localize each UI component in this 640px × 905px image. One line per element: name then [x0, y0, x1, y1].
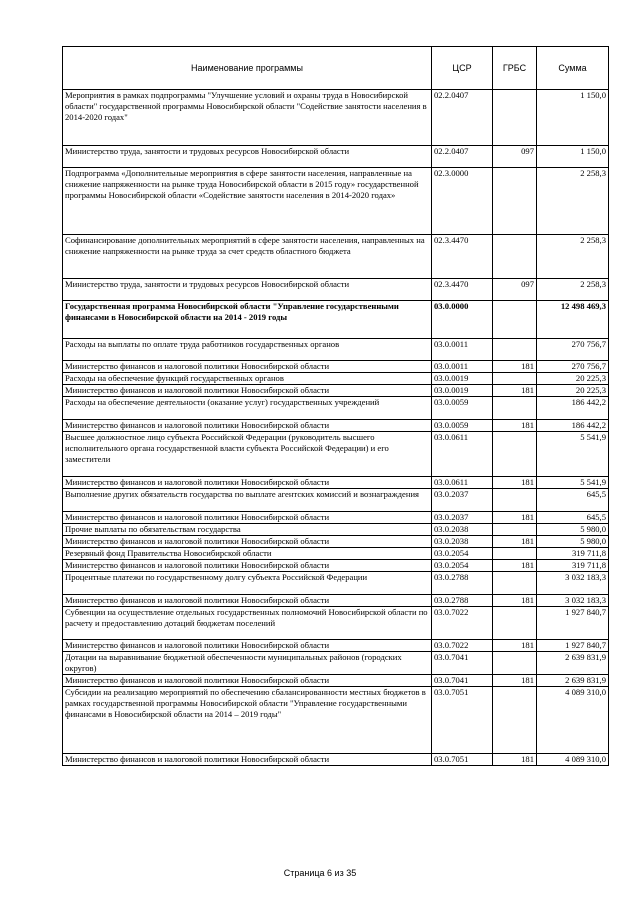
cell-csr: 03.0.7051: [432, 687, 493, 754]
cell-sum: 1 927 840,7: [537, 640, 609, 652]
cell-sum: 1 150,0: [537, 146, 609, 168]
table-body: [63, 90, 609, 766]
cell-grbs: [493, 572, 537, 595]
table-row: [63, 640, 609, 652]
table-row: [63, 687, 609, 754]
table-row: [63, 489, 609, 512]
budget-table: [62, 46, 609, 766]
cell-grbs: 181: [493, 477, 537, 489]
cell-sum: 4 089 310,0: [537, 754, 609, 766]
table-row: [63, 385, 609, 397]
cell-name: Министерство финансов и налоговой политики Новосибирской области: [63, 477, 432, 489]
cell-grbs: 181: [493, 595, 537, 607]
table-row: [63, 432, 609, 477]
cell-csr: 03.0.0019: [432, 385, 493, 397]
cell-name: Резервный фонд Правительства Новосибирской области: [63, 548, 432, 560]
cell-name: Министерство финансов и налоговой политики Новосибирской области: [63, 512, 432, 524]
cell-csr: 03.0.0011: [432, 361, 493, 373]
table-row: [63, 607, 609, 640]
table-row: [63, 279, 609, 301]
cell-grbs: 097: [493, 279, 537, 301]
cell-sum: 5 541,9: [537, 432, 609, 477]
cell-csr: 03.0.7051: [432, 754, 493, 766]
cell-name: Расходы на выплаты по оплате труда работников государственных органов: [63, 339, 432, 361]
cell-grbs: 097: [493, 146, 537, 168]
cell-csr: 03.0.0059: [432, 420, 493, 432]
cell-sum: 5 541,9: [537, 477, 609, 489]
cell-csr: 02.3.0000: [432, 168, 493, 235]
cell-grbs: [493, 373, 537, 385]
cell-csr: 03.0.0000: [432, 301, 493, 339]
cell-sum: 186 442,2: [537, 397, 609, 420]
cell-grbs: 181: [493, 420, 537, 432]
table-row: [63, 146, 609, 168]
cell-csr: 03.0.2038: [432, 536, 493, 548]
cell-grbs: 181: [493, 536, 537, 548]
cell-name: Министерство финансов и налоговой политики Новосибирской области: [63, 754, 432, 766]
table-header-row: [63, 47, 609, 90]
table-row: [63, 536, 609, 548]
cell-sum: 3 032 183,3: [537, 595, 609, 607]
table-row: [63, 339, 609, 361]
cell-sum: 2 639 831,9: [537, 675, 609, 687]
cell-name: Расходы на обеспечение деятельности (оказание услуг) государственных учреждений: [63, 397, 432, 420]
cell-grbs: [493, 687, 537, 754]
cell-csr: 02.3.4470: [432, 235, 493, 279]
cell-sum: 645,5: [537, 489, 609, 512]
table-row: [63, 235, 609, 279]
cell-name: Министерство труда, занятости и трудовых ресурсов Новосибирской области: [63, 279, 432, 301]
cell-sum: 2 258,3: [537, 279, 609, 301]
cell-csr: 03.0.0059: [432, 397, 493, 420]
cell-grbs: [493, 301, 537, 339]
table-row: [63, 548, 609, 560]
table-row: [63, 301, 609, 339]
header-name: Наименование программы: [63, 47, 432, 90]
table-row: [63, 361, 609, 373]
cell-name: Министерство финансов и налоговой политики Новосибирской области: [63, 385, 432, 397]
cell-csr: 03.0.7041: [432, 652, 493, 675]
cell-name: Министерство финансов и налоговой политики Новосибирской области: [63, 361, 432, 373]
table-row: [63, 572, 609, 595]
header-grbs: ГРБС: [493, 47, 537, 90]
cell-grbs: 181: [493, 675, 537, 687]
cell-grbs: [493, 548, 537, 560]
cell-grbs: [493, 524, 537, 536]
cell-csr: 03.0.2037: [432, 489, 493, 512]
cell-grbs: [493, 607, 537, 640]
table-row: [63, 595, 609, 607]
cell-sum: 2 639 831,9: [537, 652, 609, 675]
cell-sum: 5 980,0: [537, 536, 609, 548]
cell-grbs: [493, 652, 537, 675]
cell-csr: 03.0.0011: [432, 339, 493, 361]
cell-sum: 186 442,2: [537, 420, 609, 432]
cell-sum: 1 927 840,7: [537, 607, 609, 640]
cell-name: Министерство финансов и налоговой политики Новосибирской области: [63, 560, 432, 572]
cell-grbs: 181: [493, 640, 537, 652]
cell-name: Министерство финансов и налоговой политики Новосибирской области: [63, 536, 432, 548]
cell-sum: 3 032 183,3: [537, 572, 609, 595]
cell-grbs: 181: [493, 385, 537, 397]
cell-sum: 270 756,7: [537, 361, 609, 373]
cell-csr: 02.2.0407: [432, 90, 493, 146]
cell-sum: 2 258,3: [537, 168, 609, 235]
cell-name: Субсидии на реализацию мероприятий по обеспечению сбалансированности местных бюджетов в рамках государственной программы Новосибирской области "Управление государственными финансами в Новосибирской области на 2014 – 2019 годы": [63, 687, 432, 754]
table-row: [63, 754, 609, 766]
cell-grbs: [493, 489, 537, 512]
cell-csr: 03.0.7041: [432, 675, 493, 687]
cell-name: Дотации на выравнивание бюджетной обеспеченности муниципальных районов (городских округов): [63, 652, 432, 675]
cell-csr: 02.2.0407: [432, 146, 493, 168]
cell-grbs: 181: [493, 754, 537, 766]
cell-sum: 270 756,7: [537, 339, 609, 361]
cell-csr: 03.0.2038: [432, 524, 493, 536]
cell-csr: 03.0.2054: [432, 560, 493, 572]
cell-sum: 20 225,3: [537, 385, 609, 397]
header-sum: Сумма: [537, 47, 609, 90]
cell-grbs: [493, 90, 537, 146]
cell-sum: 1 150,0: [537, 90, 609, 146]
cell-csr: 03.0.7022: [432, 607, 493, 640]
cell-sum: 319 711,8: [537, 548, 609, 560]
cell-name: Выполнение других обязательств государства по выплате агентских комиссий и вознаграждения: [63, 489, 432, 512]
cell-name: Министерство финансов и налоговой политики Новосибирской области: [63, 640, 432, 652]
table-row: [63, 373, 609, 385]
cell-sum: 5 980,0: [537, 524, 609, 536]
cell-csr: 03.0.0019: [432, 373, 493, 385]
table-row: [63, 675, 609, 687]
table-row: [63, 652, 609, 675]
cell-grbs: 181: [493, 512, 537, 524]
cell-csr: 03.0.0611: [432, 432, 493, 477]
cell-sum: 12 498 469,3: [537, 301, 609, 339]
cell-name: Процентные платежи по государственному долгу субъекта Российской Федерации: [63, 572, 432, 595]
cell-grbs: 181: [493, 560, 537, 572]
cell-name: Государственная программа Новосибирской области "Управление государственными финансами в Новосибирской области на 2014 - 2019 годы: [63, 301, 432, 339]
cell-name: Прочие выплаты по обязательствам государства: [63, 524, 432, 536]
cell-sum: 4 089 310,0: [537, 687, 609, 754]
cell-name: Мероприятия в рамках подпрограммы "Улучшение условий и охраны труда в Новосибирской области" государственной программы Новосибирской области "Содействие занятости населения в 2014-2020 годах": [63, 90, 432, 146]
cell-sum: 20 225,3: [537, 373, 609, 385]
table-row: [63, 524, 609, 536]
cell-csr: 03.0.2788: [432, 595, 493, 607]
cell-grbs: [493, 432, 537, 477]
cell-name: Министерство финансов и налоговой политики Новосибирской области: [63, 675, 432, 687]
cell-name: Министерство труда, занятости и трудовых ресурсов Новосибирской области: [63, 146, 432, 168]
cell-name: Софинансирование дополнительных мероприятий в сфере занятости населения, направленных на снижение напряженности на рынке труда за счет средств областного бюджета: [63, 235, 432, 279]
cell-csr: 03.0.2788: [432, 572, 493, 595]
cell-name: Министерство финансов и налоговой политики Новосибирской области: [63, 420, 432, 432]
cell-name: Субвенции на осуществление отдельных государственных полномочий Новосибирской области по расчету и предоставлению дотаций бюджетам поселений: [63, 607, 432, 640]
cell-csr: 03.0.0611: [432, 477, 493, 489]
cell-grbs: [493, 235, 537, 279]
document-page: [62, 46, 608, 766]
cell-sum: 645,5: [537, 512, 609, 524]
page-number: Страница 6 из 35: [283, 868, 357, 878]
cell-grbs: [493, 339, 537, 361]
cell-csr: 03.0.7022: [432, 640, 493, 652]
cell-sum: 319 711,8: [537, 560, 609, 572]
table-row: [63, 420, 609, 432]
table-row: [63, 512, 609, 524]
cell-name: Подпрограмма «Дополнительные мероприятия в сфере занятости населения, направленные на снижение напряженности на рынке труда Новосибирской области в 2015 году» государственной программы Новосибирской области «Содействие занятости населения в 2014-2020 годах»: [63, 168, 432, 235]
cell-name: Высшее должностное лицо субъекта Российской Федерации (руководитель высшего исполнительного органа государственной власти субъекта Российской Федерации) и его заместители: [63, 432, 432, 477]
cell-name: Министерство финансов и налоговой политики Новосибирской области: [63, 595, 432, 607]
cell-grbs: [493, 168, 537, 235]
cell-sum: 2 258,3: [537, 235, 609, 279]
table-row: [63, 168, 609, 235]
table-row: [63, 90, 609, 146]
cell-csr: 03.0.2054: [432, 548, 493, 560]
table-row: [63, 397, 609, 420]
header-csr: ЦСР: [432, 47, 493, 90]
cell-grbs: 181: [493, 361, 537, 373]
cell-csr: 03.0.2037: [432, 512, 493, 524]
cell-name: Расходы на обеспечение функций государственных органов: [63, 373, 432, 385]
table-row: [63, 560, 609, 572]
cell-csr: 02.3.4470: [432, 279, 493, 301]
table-row: [63, 477, 609, 489]
cell-grbs: [493, 397, 537, 420]
